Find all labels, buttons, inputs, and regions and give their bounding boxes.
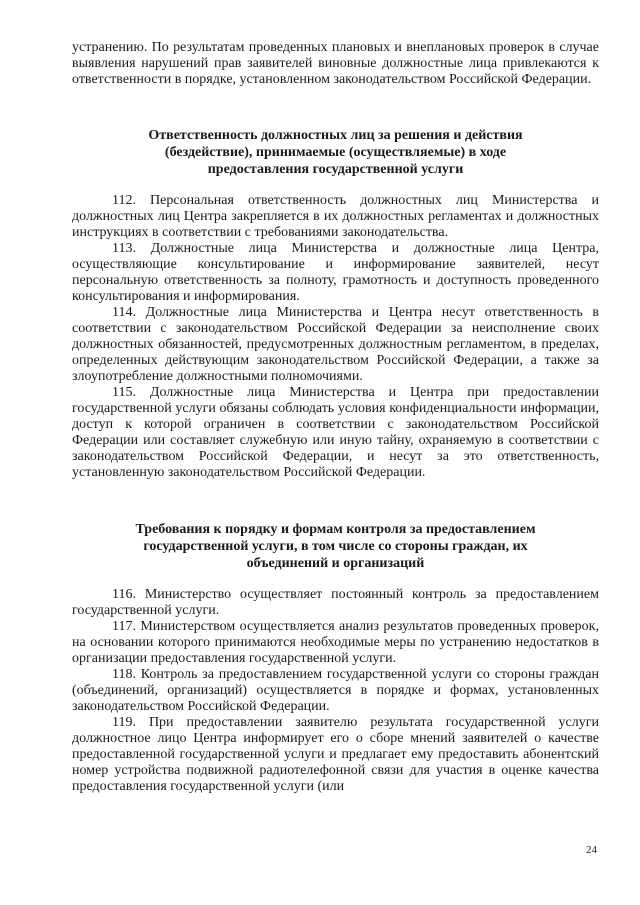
section-2-body [72,587,599,795]
page-number: 24 [586,844,597,856]
section-2-heading-block [72,521,599,572]
paragraph-119: 119. При предоставлении заявителю результата государственной услуги должностное лицо Центра информирует его о сборе мнений заявителей о качестве предоставленной государственной услуги и предлагает ему предоставить абонентский номер устройства подвижной радиотелефонной связи для участия в оценке качества предоставления государственной услуги (или [72,715,599,794]
paragraph-114: 114. Должностные лица Министерства и Центра несут ответственность в соответствии с законодательством Российской Федерации за неисполнение своих должностных обязанностей, предусмотренных должностным регламентом, в пределах, определенных действующим законодательством Российской Федерации, а также за злоупотребление должностными полномочиями. [72,305,599,384]
intro-block [72,40,599,88]
paragraph-112: 112. Персональная ответственность должностных лиц Министерства и должностных лиц Центра закрепляется в их должностных регламентах и должностных инструкциях в соответствии с требованиями законодательства. [72,193,599,240]
intro-paragraph: устранению. По результатам проведенных плановых и внеплановых проверок в случае выявления нарушений прав заявителей виновные должностные лица привлекаются к ответственности в порядке, установленном законодательством Российской Федерации. [72,40,599,87]
section-1-heading-block [72,127,599,178]
paragraph-116: 116. Министерство осуществляет постоянный контроль за предоставлением государственной услуги. [72,587,599,618]
paragraph-118: 118. Контроль за предоставлением государственной услуги со стороны граждан (объединений, организаций) осуществляется в порядке и формах, установленных законодательством Российской Федерации. [72,667,599,714]
section-1-body [72,193,599,481]
paragraph-113: 113. Должностные лица Министерства и должностные лица Центра, осуществляющие консультирование и информирование заявителей, несут персональную ответственность за полноту, грамотность и доступность проведенного консультирования и информирования. [72,241,599,304]
section-2-heading: Требования к порядку и формам контроля за предоставлением государственной услуги, в том числе со стороны граждан, их объединений и организаций [135,522,536,571]
paragraph-115: 115. Должностные лица Министерства и Центра при предоставлении государственной услуги обязаны соблюдать условия конфиденциальности информации, доступ к которой ограничен в соответствии с законодательством Российской Федерации или составляет служебную или иную тайну, охраняемую в соответствии с законодательством Российской Федерации, и несут за это ответственность, установленную законодательством Российской Федерации. [72,385,599,480]
section-1-heading: Ответственность должностных лиц за решения и действия (бездействие), принимаемые (осуществляемые) в ходе предоставления государственной услуги [148,128,523,177]
paragraph-117: 117. Министерством осуществляется анализ результатов проведенных проверок, на основании которого принимаются необходимые меры по устранению недостатков в организации предоставления государственной услуги. [72,619,599,666]
